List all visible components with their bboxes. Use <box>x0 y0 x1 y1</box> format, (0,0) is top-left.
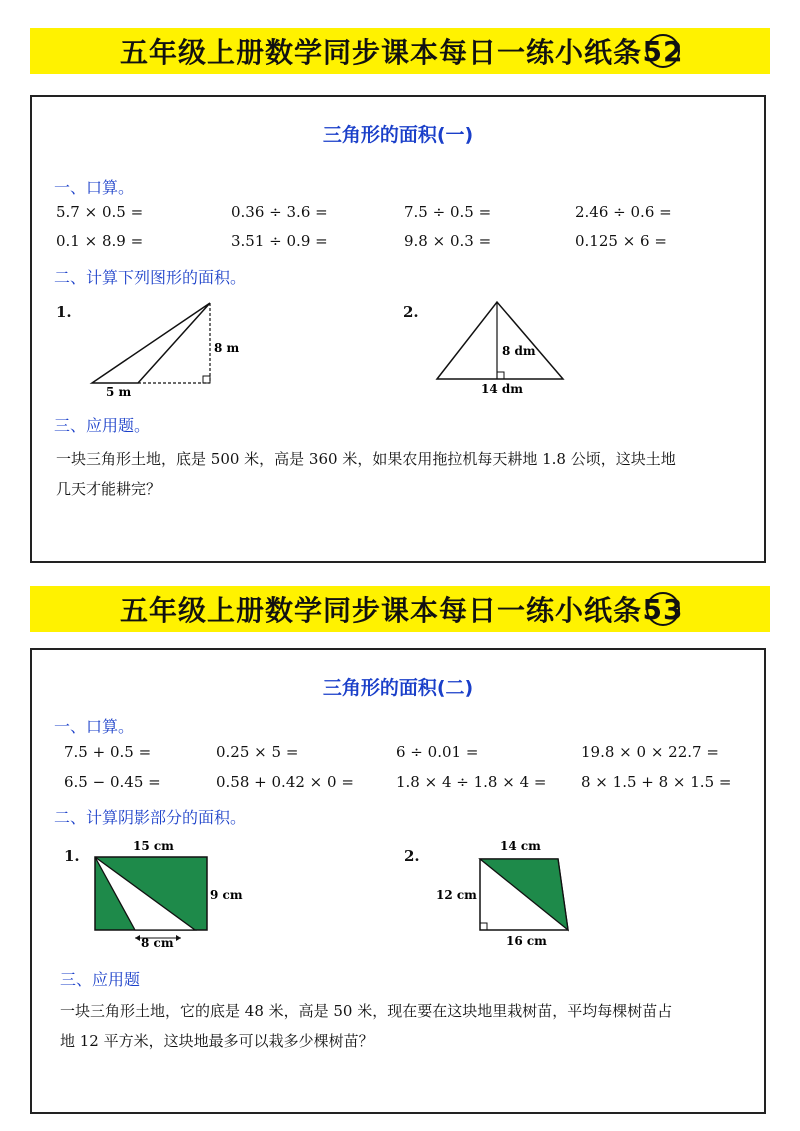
acute-triangle-figure <box>427 297 577 397</box>
shaded-trapezoid-figure <box>432 837 582 949</box>
circled-number-badge: 53 <box>642 592 684 626</box>
bottom-length-label: 8 cm <box>141 936 174 947</box>
height-label: 8 dm <box>502 344 536 358</box>
section-figure-area: 二、计算下列图形的面积。 <box>54 268 247 287</box>
calc-item: 0.1 × 8.9 = <box>56 232 144 250</box>
calc-item: 0.125 × 6 = <box>575 232 667 250</box>
side-length-label: 12 cm <box>436 888 477 902</box>
calc-item: 19.8 × 0 × 22.7 = <box>581 743 719 761</box>
top-length-label: 15 cm <box>133 839 174 853</box>
calc-item: 7.5 ÷ 0.5 = <box>404 203 492 221</box>
problem-line: 一块三角形土地，底是 500 米，高是 360 米，如果农用拖拉机每天耕地 1.8 公顷，这块土地 <box>56 450 676 468</box>
calc-item: 6.5 − 0.45 = <box>64 773 161 791</box>
figure-number: 2. <box>404 847 420 865</box>
base-label: 5 m <box>106 385 132 397</box>
problem-line: 地 12 平方米，这块地最多可以栽多少棵树苗？ <box>60 1032 374 1050</box>
banner-title: 五年级上册数学同步课本每日一练小纸条 <box>119 36 642 69</box>
obtuse-triangle-figure <box>82 297 272 397</box>
calc-item: 9.8 × 0.3 = <box>404 232 492 250</box>
banner-53 <box>30 586 770 632</box>
worksheet-card-52 <box>30 95 766 563</box>
calc-item: 1.8 × 4 ÷ 1.8 × 4 = <box>396 773 547 791</box>
calc-item: 0.36 ÷ 3.6 = <box>231 203 328 221</box>
figure-number: 2. <box>403 303 419 321</box>
banner-title: 五年级上册数学同步课本每日一练小纸条 <box>119 594 642 627</box>
section-word-problem: 三、应用题。 <box>54 416 151 435</box>
problem-line: 一块三角形土地，它的底是 48 米，高是 50 米，现在要在这块地里栽树苗，平均每棵树苗占 <box>60 1002 673 1020</box>
banner-52 <box>30 28 770 74</box>
top-length-label: 14 cm <box>500 839 541 853</box>
calc-item: 0.25 × 5 = <box>216 743 299 761</box>
side-length-label: 9 cm <box>210 888 243 902</box>
calc-item: 0.58 + 0.42 × 0 = <box>216 773 354 791</box>
worksheet-title: 三角形的面积(一) <box>322 124 474 146</box>
word-problem-text <box>60 996 750 1056</box>
section-mental-math: 一、口算。 <box>54 717 135 736</box>
calc-item: 5.7 × 0.5 = <box>56 203 144 221</box>
worksheet-title: 三角形的面积(二) <box>322 677 474 699</box>
calc-item: 3.51 ÷ 0.9 = <box>231 232 328 250</box>
section-word-problem: 三、应用题 <box>60 970 141 989</box>
calc-item: 2.46 ÷ 0.6 = <box>575 203 672 221</box>
word-problem-text <box>56 444 746 504</box>
circled-number-badge: 52 <box>642 34 684 68</box>
section-shaded-area: 二、计算阴影部分的面积。 <box>54 808 247 827</box>
problem-line: 几天才能耕完？ <box>56 480 162 498</box>
section-mental-math: 一、口算。 <box>54 178 135 197</box>
base-label: 14 dm <box>481 382 523 396</box>
calc-item: 6 ÷ 0.01 = <box>396 743 479 761</box>
bottom-length-label: 16 cm <box>506 934 547 948</box>
calc-item: 8 × 1.5 + 8 × 1.5 = <box>581 773 732 791</box>
worksheet-card-53 <box>30 648 766 1114</box>
figure-number: 1. <box>64 847 80 865</box>
figure-number: 1. <box>56 303 72 321</box>
calc-item: 7.5 + 0.5 = <box>64 743 152 761</box>
height-label: 8 m <box>214 341 240 355</box>
shaded-rectangle-figure <box>87 837 262 947</box>
